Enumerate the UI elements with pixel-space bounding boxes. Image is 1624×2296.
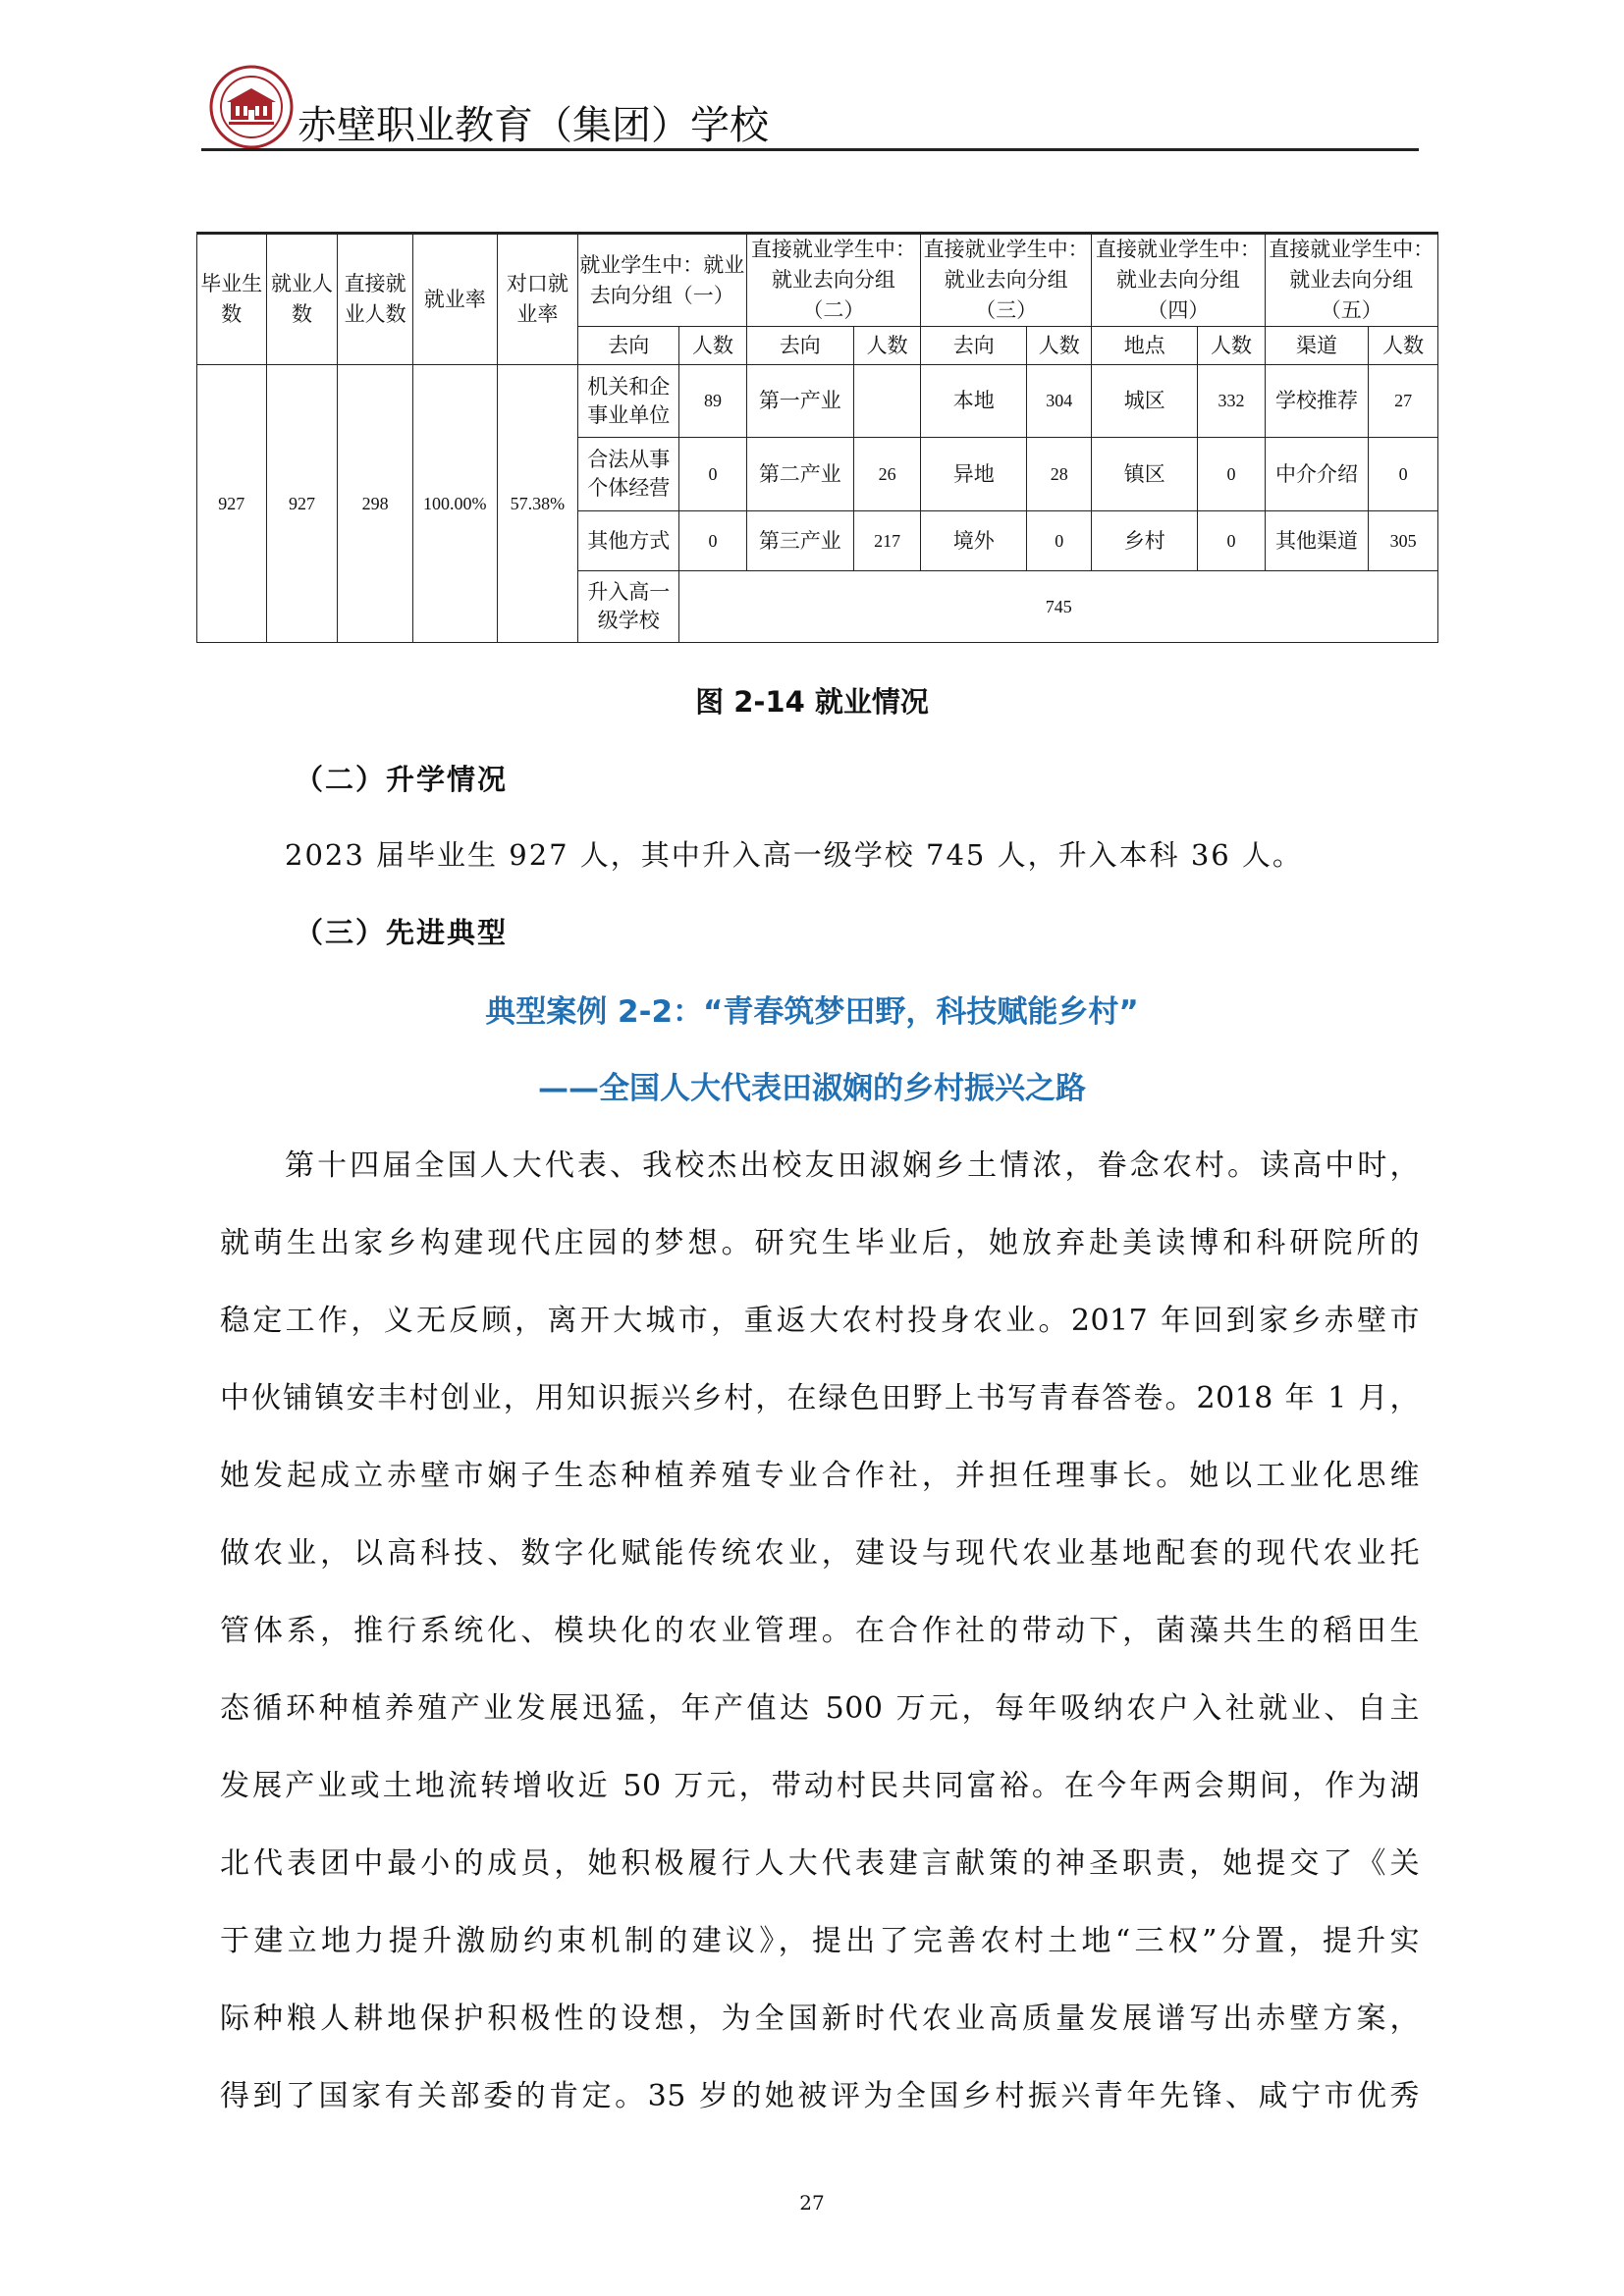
cell: 城区 (1092, 365, 1198, 438)
subheader: 去向 (746, 327, 853, 365)
cell: 其他渠道 (1265, 511, 1369, 571)
cell: 0 (679, 438, 746, 511)
body-line: 得到了国家有关部委的肯定。35 岁的她被评为全国乡村振兴青年先锋、咸宁市优秀 (220, 2079, 1420, 2113)
table-row (197, 365, 1438, 438)
cell: 中介介绍 (1265, 438, 1369, 511)
cell: 304 (1027, 365, 1092, 438)
value-direct: 298 (338, 365, 412, 643)
body-line: 发展产业或土地流转增收近 50 万元，带动村民共同富裕。在今年两会期间，作为湖 (220, 1769, 1420, 1803)
body-line: 于建立地力提升激励约束机制的建议》，提出了完善农村土地“三权”分置，提升实 (220, 1924, 1420, 1958)
body-line: 北代表团中最小的成员，她积极履行人大代表建言献策的神圣职责，她提交了《关 (220, 1846, 1420, 1881)
table-top-cutoff (196, 218, 1438, 234)
cell: 其他方式 (577, 511, 678, 571)
cell: 332 (1198, 365, 1265, 438)
case-title: 典型案例 2-2：“青春筑梦田野，科技赋能乡村” (485, 994, 1139, 1030)
school-logo-icon (209, 65, 294, 149)
page-number: 27 (799, 2191, 825, 2215)
body-line: 中伙铺镇安丰村创业，用知识振兴乡村，在绿色田野上书写青春答卷。2018 年 1 月， (220, 1381, 1420, 1415)
header-direct: 直接就业人数 (338, 235, 412, 365)
value-rate: 100.00% (412, 365, 497, 643)
subheader: 人数 (853, 327, 920, 365)
page-header (201, 59, 1419, 157)
body-line: 态循环种植养殖产业发展迅猛，年产值达 500 万元，每年吸纳农户入社就业、自主 (220, 1691, 1420, 1726)
value-relevant-rate: 57.38% (497, 365, 577, 643)
case-body (220, 1139, 1420, 2147)
cell: 0 (1198, 438, 1265, 511)
cell-further-study-label: 升入高一级学校 (577, 571, 678, 643)
header-divider (201, 148, 1419, 151)
value-graduates: 927 (197, 365, 267, 643)
cell: 异地 (921, 438, 1027, 511)
cell: 合法从事个体经营 (577, 438, 678, 511)
cell: 0 (1198, 511, 1265, 571)
header-employed: 就业人数 (266, 235, 338, 365)
employment-table (196, 234, 1438, 643)
cell: 机关和企事业单位 (577, 365, 678, 438)
group-header-2: 直接就业学生中：就业去向分组（二） (746, 235, 921, 327)
cell: 学校推荐 (1265, 365, 1369, 438)
subheader: 去向 (577, 327, 678, 365)
cell: 第三产业 (746, 511, 853, 571)
subheader: 人数 (1369, 327, 1438, 365)
subheader: 人数 (679, 327, 746, 365)
cell: 乡村 (1092, 511, 1198, 571)
cell (853, 365, 920, 438)
body-line: 管体系，推行系统化、模块化的农业管理。在合作社的带动下，菌藻共生的稻田生 (220, 1614, 1420, 1648)
body-line: 做农业，以高科技、数字化赋能传统农业，建设与现代农业基地配套的现代农业托 (220, 1536, 1420, 1571)
value-employed: 927 (266, 365, 338, 643)
header-rate: 就业率 (412, 235, 497, 365)
cell: 26 (853, 438, 920, 511)
cell: 第一产业 (746, 365, 853, 438)
body-line: 她发起成立赤壁市娴子生态种植养殖专业合作社，并担任理事长。她以工业化思维 (220, 1459, 1420, 1493)
employment-table-container (196, 218, 1438, 643)
body-line: 稳定工作，义无反顾，离开大城市，重返大农村投身农业。2017 年回到家乡赤壁市 (220, 1304, 1420, 1338)
cell: 217 (853, 511, 920, 571)
body-line: 第十四届全国人大代表、我校杰出校友田淑娴乡土情浓，眷念农村。读高中时， (285, 1148, 1420, 1183)
header-relevant-rate: 对口就业率 (497, 235, 577, 365)
cell: 0 (679, 511, 746, 571)
cell: 0 (1369, 438, 1438, 511)
subheader: 渠道 (1265, 327, 1369, 365)
cell: 28 (1027, 438, 1092, 511)
cell: 境外 (921, 511, 1027, 571)
section-heading-further-study: （二）升学情况 (295, 763, 509, 796)
further-study-text: 2023 届毕业生 927 人，其中升入高一级学校 745 人，升入本科 36 人。 (285, 838, 1303, 872)
subheader: 人数 (1027, 327, 1092, 365)
cell-further-study-value: 745 (679, 571, 1438, 643)
figure-caption: 图 2-14 就业情况 (695, 685, 929, 719)
header-graduates: 毕业生数 (197, 235, 267, 365)
cell: 305 (1369, 511, 1438, 571)
subheader: 地点 (1092, 327, 1198, 365)
body-line: 际种粮人耕地保护积极性的设想，为全国新时代农业高质量发展谱写出赤壁方案， (220, 2002, 1420, 2036)
case-subtitle: ——全国人大代表田淑娴的乡村振兴之路 (538, 1071, 1086, 1106)
cell: 本地 (921, 365, 1027, 438)
cell: 89 (679, 365, 746, 438)
section-heading-exemplars: （三）先进典型 (295, 916, 509, 949)
cell: 0 (1027, 511, 1092, 571)
cell: 27 (1369, 365, 1438, 438)
subheader: 人数 (1198, 327, 1265, 365)
subheader: 去向 (921, 327, 1027, 365)
group-header-4: 直接就业学生中：就业去向分组（四） (1092, 235, 1265, 327)
cell: 镇区 (1092, 438, 1198, 511)
group-header-5: 直接就业学生中：就业去向分组（五） (1265, 235, 1437, 327)
group-header-1: 就业学生中：就业去向分组（一） (577, 235, 746, 327)
cell: 第二产业 (746, 438, 853, 511)
group-header-3: 直接就业学生中：就业去向分组（三） (921, 235, 1092, 327)
body-line: 就萌生出家乡构建现代庄园的梦想。研究生毕业后，她放弃赴美读博和科研院所的 (220, 1226, 1420, 1260)
school-name: 赤壁职业教育（集团）学校 (298, 103, 769, 148)
